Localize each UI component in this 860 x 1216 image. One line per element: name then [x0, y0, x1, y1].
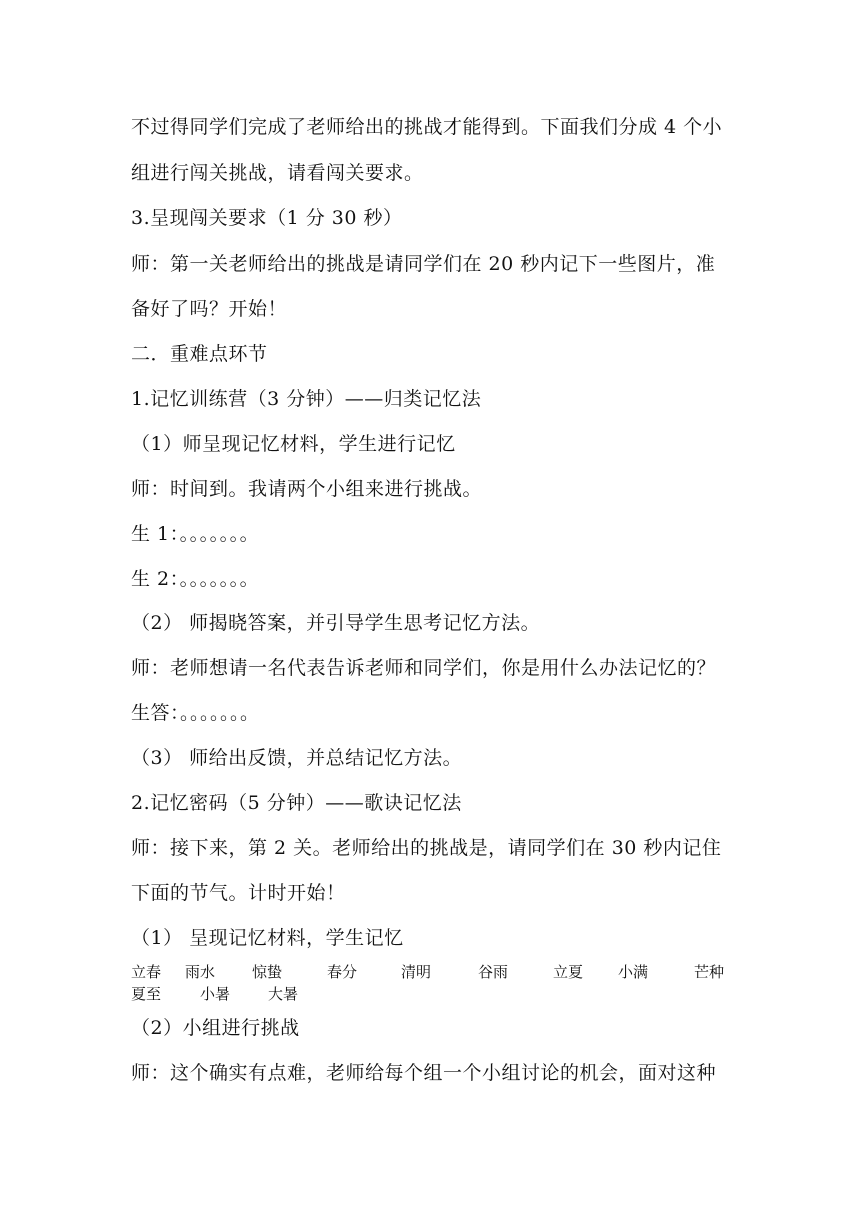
paragraph-line: 生 2：。。。。。。。	[131, 568, 260, 590]
solar-term: 清明	[401, 963, 432, 981]
section-heading: 2.记忆密码（5 分钟）——歌诀记忆法	[131, 792, 462, 814]
paragraph-line: 师：这个确实有点难，老师给每个组一个小组讨论的机会，面对这种	[131, 1062, 717, 1084]
paragraph-line: 生答：。。。。。。。	[131, 702, 260, 724]
paragraph-line: （1）师呈现记忆材料，学生进行记忆	[131, 433, 456, 455]
section-heading: 3.呈现闯关要求（1 分 30 秒）	[131, 207, 403, 229]
solar-term: 小满	[618, 963, 649, 981]
section-heading: 二．重难点环节	[131, 343, 268, 365]
solar-term: 芒种	[694, 963, 725, 981]
paragraph-line: 组进行闯关挑战，请看闯关要求。	[131, 162, 424, 184]
solar-term: 惊蛰	[252, 963, 283, 981]
paragraph-line: （2）小组进行挑战	[131, 1017, 300, 1039]
paragraph-line: 生 1：。。。。。。。	[131, 523, 260, 545]
paragraph-line: 师：老师想请一名代表告诉老师和同学们，你是用什么办法记忆的？	[131, 657, 717, 679]
solar-term: 雨水	[185, 963, 216, 981]
paragraph-line: （1） 呈现记忆材料，学生记忆	[131, 927, 404, 949]
solar-term: 谷雨	[478, 963, 509, 981]
paragraph-line: 备好了吗？开始！	[131, 298, 288, 320]
paragraph-line: 师：第一关老师给出的挑战是请同学们在 20 秒内记下一些图片，准	[131, 253, 716, 275]
solar-term: 大暑	[268, 985, 299, 1003]
solar-term: 夏至	[131, 985, 162, 1003]
section-heading: 1.记忆训练营（3 分钟）——归类记忆法	[131, 388, 482, 410]
solar-term: 春分	[327, 963, 358, 981]
paragraph-line: 不过得同学们完成了老师给出的挑战才能得到。下面我们分成 4 个小	[131, 116, 723, 138]
solar-term: 立春	[131, 963, 162, 981]
paragraph-line: 师：时间到。我请两个小组来进行挑战。	[131, 478, 483, 500]
solar-term: 小暑	[200, 985, 231, 1003]
paragraph-line: 师：接下来，第 2 关。老师给出的挑战是，请同学们在 30 秒内记住	[131, 837, 722, 859]
paragraph-line: （2） 师揭晓答案，并引导学生思考记忆方法。	[131, 612, 541, 634]
paragraph-line: 下面的节气。计时开始！	[131, 882, 346, 904]
paragraph-line: （3） 师给出反馈，并总结记忆方法。	[131, 747, 463, 769]
solar-term: 立夏	[553, 963, 584, 981]
